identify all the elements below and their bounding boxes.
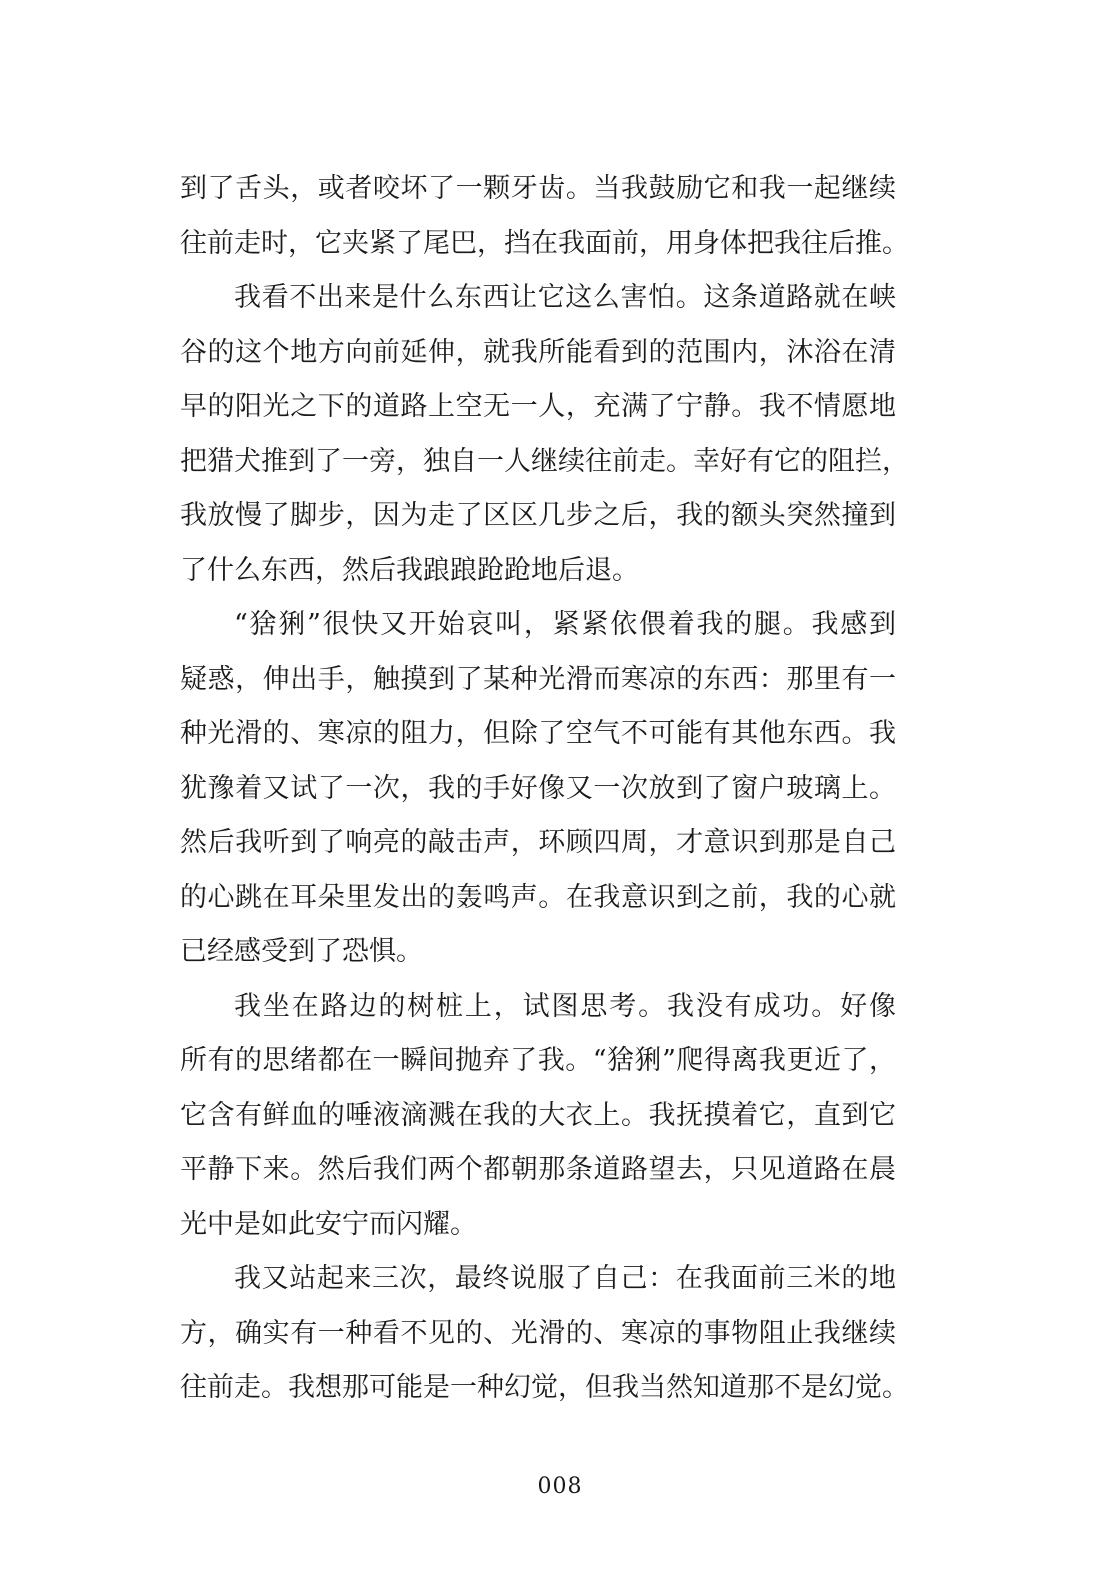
text-line: 我坐在路边的树桩上，试图思考。我没有成功。好像 xyxy=(234,990,896,1022)
text-line: 到了舌头，或者咬坏了一颗牙齿。当我鼓励它和我一起继续 xyxy=(180,173,896,204)
text-line: 往前走。我想那可能是一种幻觉，但我当然知道那不是幻觉。 xyxy=(180,1372,909,1403)
paragraph-4 xyxy=(180,980,896,1253)
text-line: 早的阳光之下的道路上空无一人，充满了宁静。我不情愿地 xyxy=(180,391,896,422)
text-line: 疑惑，伸出手，触摸到了某种光滑而寒凉的东西：那里有一 xyxy=(180,663,896,695)
paragraph-1 xyxy=(180,162,909,271)
paragraph-2 xyxy=(180,271,909,598)
text-line: 它含有鲜血的唾液滴溅在我的大衣上。我抚摸着它，直到它 xyxy=(180,1099,896,1131)
text-line: 我又站起来三次，最终说服了自己：在我面前三米的地 xyxy=(234,1263,896,1294)
text-line: 光中是如此安宁而闪耀。 xyxy=(180,1208,477,1240)
paragraph-3 xyxy=(180,598,896,980)
text-line: 把猎犬推到了一旁，独自一人继续往前走。幸好有它的阻拦， xyxy=(180,445,909,477)
text-line: 的心跳在耳朵里发出的轰鸣声。在我意识到之前，我的心就 xyxy=(180,881,896,913)
text-line: 往前走时，它夹紧了尾巴，挡在我面前，用身体把我往后推。 xyxy=(180,227,909,259)
text-line: 我看不出来是什么东西让它这么害怕。这条道路就在峡 xyxy=(234,282,896,313)
text-line: “猞猁”很快又开始哀叫，紧紧依偎着我的腿。我感到 xyxy=(234,609,896,640)
text-line: 我放慢了脚步，因为走了区区几步之后，我的额头突然撞到 xyxy=(180,500,896,531)
page-number: 008 xyxy=(537,1474,583,1499)
text-line: 谷的这个地方向前延伸，就我所能看到的范围内，沐浴在清 xyxy=(180,336,896,368)
text-line: 已经感受到了恐惧。 xyxy=(180,936,423,967)
body-text xyxy=(180,162,909,1416)
text-line: 犹豫着又试了一次，我的手好像又一次放到了窗户玻璃上。 xyxy=(180,772,896,804)
text-line: 所有的思绪都在一瞬间抛弃了我。“猞猁”爬得离我更近了， xyxy=(180,1045,896,1076)
text-line: 平静下来。然后我们两个都朝那条道路望去，只见道路在晨 xyxy=(180,1154,896,1185)
text-line: 种光滑的、寒凉的阻力，但除了空气不可能有其他东西。我 xyxy=(180,718,896,749)
text-line: 了什么东西，然后我踉踉跄跄地后退。 xyxy=(180,554,639,586)
text-line: 然后我听到了响亮的敲击声，环顾四周，才意识到那是自己 xyxy=(180,827,896,858)
text-line: 方，确实有一种看不见的、光滑的、寒凉的事物阻止我继续 xyxy=(180,1317,896,1349)
paragraph-5 xyxy=(180,1252,909,1416)
